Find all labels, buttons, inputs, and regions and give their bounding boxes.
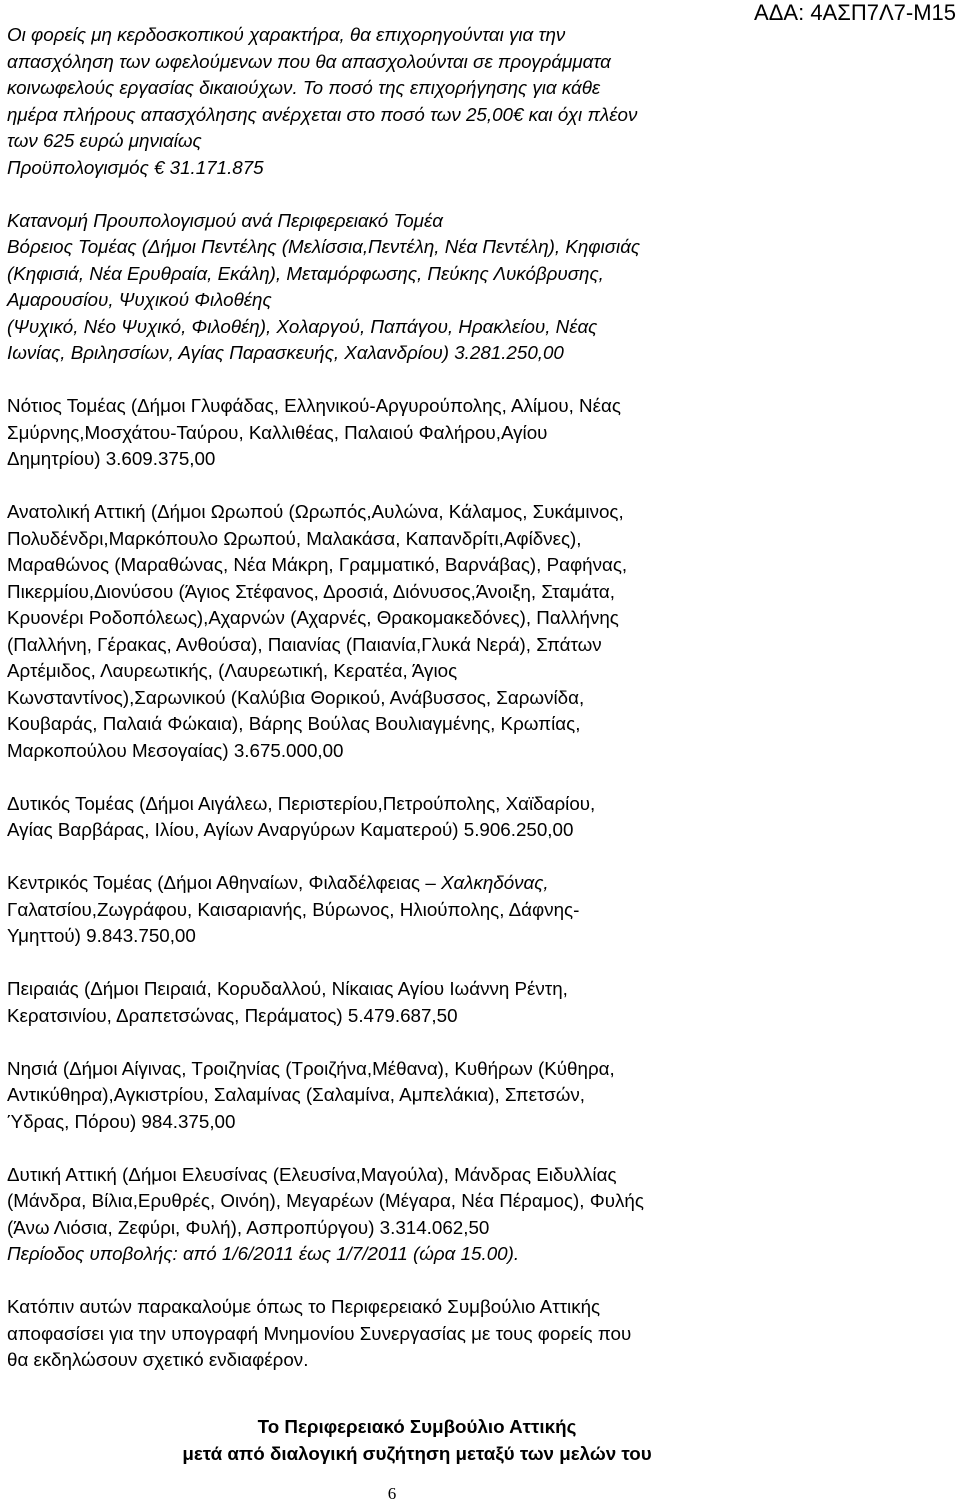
footer-heading (0, 1414, 834, 1467)
page-number: 6 (387, 1484, 397, 1503)
east-attica-sector: Ανατολική Αττική (Δήμοι Ωρωπού (Ωρωπός,Αυλώνα, Κάλαμος, Συκάμινος, Πολυδένδρι,Μαρκόπουλο Ωρωπού, Μαλακάσα, Καπανδρίτι,Αφίδνες), Μαραθώνος (Μαραθώνας, Νέα Μάκρη, Γραμματικό, Βαρνάβας), Ραφήνας, Πικερμίου,Διονύσου (Άγιος Στέφανος, Δροσιά, Διόνυσος,Άνοιξη, Σταμάτα, Κρυονέρι Ροδοπόλεως),Αχαρνών (Αχαρνές, Θρακομακεδόνες), Παλλήνης (Παλλήνη, Γέρακας, Ανθούσα), Παιανίας (Παιανία,Γλυκά Νερά), Σπάτων Αρτέμιδος, Λαυρεωτικής, (Λαυρεωτική, Κερατέα, Άγιος Κωνσταντίνος),Σαρωνικού (Καλύβια Θορικού, Ανάβυσσος, Σαρωνίδα, Κουβαράς, Παλαιά Φώκαια), Βάρης Βούλας Βουλιαγμένης, Κρωπίας, Μαρκοπούλου Μεσογαίας) 3.675.000,00 (7, 501, 628, 761)
submission-period: Περίοδος υποβολής: από 1/6/2011 έως 1/7/2011 (ώρα 15.00). (7, 1243, 520, 1264)
west-attica-sector: Δυτική Αττική (Δήμοι Ελευσίνας (Ελευσίνα,Μαγούλα), Μάνδρας Ειδυλλίας (Μάνδρα, Βίλια,Ερυθρές, Οινόη), Μεγαρέων (Μέγαρα, Νέα Πέραμος), Φυλής (Άνω Λιόσια, Ζεφύρι, Φυλή), Ασπροπύργου) 3.314.062,50 (7, 1163, 644, 1238)
south-sector: Νότιος Τομέας (Δήμοι Γλυφάδας, Ελληνικού-Αργυρούπολης, Αλίμου, Νέας Σμύρνης,Μοσχάτου-Ταύρου, Καλλιθέας, Παλαιού Φαλήρου,Αγίου Δημητρίου) 3.609.375,00 (7, 395, 621, 469)
central-sector-rest: Γαλατσίου,Ζωγράφου, Καισαριανής, Βύρωνος, Ηλιούπολης, Δάφνης- Υμηττού) 9.843.750,00 (7, 898, 580, 946)
document-body (7, 22, 957, 1374)
central-sector-italic: Χαλκηδόνας, (440, 872, 549, 893)
request-paragraph: Κατόπιν αυτών παρακαλούμε όπως το Περιφερειακό Συμβούλιο Αττικής αποφασίσει για την υπογραφή Μνημονίου Συνεργασίας με τους φορείς που θα εκδηλώσουν σχετικό ενδιαφέρον. (7, 1296, 632, 1370)
central-sector (7, 870, 957, 950)
central-sector-prefix: Κεντρικός Τομέας (Δήμοι Αθηναίων, Φιλαδέλφειας – (7, 872, 441, 893)
allocation-title: Κατανομή Προυπολογισμού ανά Περιφερειακό Τομέα (7, 209, 443, 231)
islands-sector: Νησιά (Δήμοι Αίγινας, Τροιζηνίας (Τροιζήνα,Μέθανα), Κυθήρων (Κύθηρα, Αντικύθηρα),Αγκιστρίου, Σαλαμίνας (Σαλαμίνα, Αμπελάκια), Σπετσών, Ύδρας, Πόρου) 984.375,00 (7, 1057, 615, 1132)
west-sector: Δυτικός Τομέας (Δήμοι Αιγάλεω, Περιστερίου,Πετρούπολης, Χαϊδαρίου, Αγίας Βαρβάρας, Ιλίου, Αγίων Αναργύρων Καματερού) 5.906.250,00 (7, 792, 596, 840)
ada-code: ΑΔΑ: 4ΑΣΠ7Λ7-Μ15 (754, 0, 956, 25)
footer-line-2: μετά από διαλογική συζήτηση μεταξύ των μελών του (182, 1442, 652, 1464)
piraeus-sector: Πειραιάς (Δήμοι Πειραιά, Κορυδαλλού, Νίκαιας Αγίου Ιωάννη Ρέντη, Κερατσινίου, Δραπετσώνας, Περάματος) 5.479.687,50 (7, 978, 568, 1026)
intro-paragraph: Οι φορείς μη κερδοσκοπικού χαρακτήρα, θα επιχορηγούνται για την απασχόληση των ωφελούμενων που θα απασχολούνται σε προγράμματα κοινωφελούς εργασίας δικαιούχων. Το ποσό της επιχορήγησης για κάθε ημέρα πλήρους απασχόλησης ανέρχεται στο ποσό των 25,00€ και όχι πλέον των 625 ευρώ μηνιαίως Προϋπολογισμός € 31.171.875 (7, 24, 638, 178)
footer-line-1: Το Περιφερειακό Συμβούλιο Αττικής (257, 1416, 577, 1437)
north-sector: Βόρειος Τομέας (Δήμοι Πεντέλης (Μελίσσια,Πεντέλη, Νέα Πεντέλη), Κηφισιάς (Κηφισιά, Νέα Ερυθραία, Εκάλη), Μεταμόρφωσης, Πεύκης Λυκόβρυσης, Αμαρουσίου, Ψυχικού Φιλοθέης (Ψυχικό, Νέο Ψυχικό, Φιλοθέη), Χολαργού, Παπάγου, Ηρακλείου, Νέας Ιωνίας, Βριλησσίων, Αγίας Παρασκευής, Χαλανδρίου) 3.281.250,00 (7, 236, 641, 363)
